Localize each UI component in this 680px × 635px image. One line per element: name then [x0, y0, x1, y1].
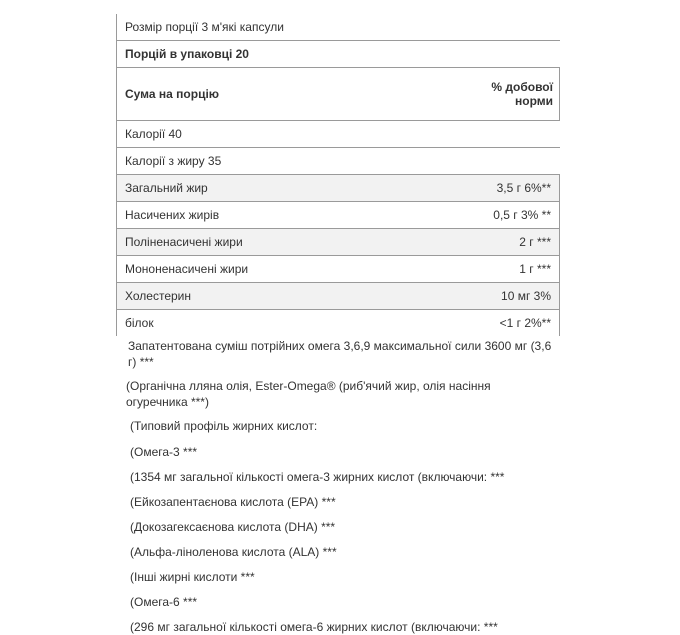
nutrient-name: білок [117, 310, 447, 337]
serving-size: Розмір порції 3 м'які капсули [117, 14, 560, 41]
note-omega-blend: Запатентована суміш потрійних омега 3,6,9 максимальної сили 3600 мг (3,6 г) *** [128, 339, 552, 369]
nutrient-row [117, 202, 560, 229]
servings-per-container-row [117, 41, 560, 68]
nutrient-row [117, 175, 560, 202]
nutrient-row [117, 283, 560, 310]
nutrient-row [117, 148, 560, 175]
nutrient-name: Калорії з жиру 35 [117, 148, 560, 175]
serving-size-row [117, 14, 560, 41]
nutrient-name: Калорії 40 [117, 121, 560, 148]
note-omega-6-total: (296 мг загальної кількості омега-6 жирних кислот (включаючи: *** [130, 620, 498, 634]
supplement-facts [116, 14, 559, 634]
servings-per-container: Порцій в упаковці 20 [117, 41, 560, 68]
nutrient-name: Холестерин [117, 283, 447, 310]
note-epa: (Ейкозапентаєнова кислота (EPA) *** [130, 495, 336, 509]
nutrient-value: 2 г *** [447, 229, 560, 256]
nutrient-name: Мононенасичені жири [117, 256, 447, 283]
note-other-fatty-acids: (Інші жирні кислоти *** [130, 570, 255, 584]
nutrient-row [117, 256, 560, 283]
note-dha: (Докозагексаєнова кислота (DHA) *** [130, 520, 336, 534]
nutrient-row [117, 310, 560, 337]
nutrient-value: 0,5 г 3% ** [447, 202, 560, 229]
nutrient-name: Загальний жир [117, 175, 447, 202]
nutrient-name: Поліненасичені жири [117, 229, 447, 256]
nutrient-value: 3,5 г 6%** [447, 175, 560, 202]
note-ala: (Альфа-ліноленова кислота (ALA) *** [130, 545, 337, 559]
nutrient-row [117, 121, 560, 148]
note-omega-3: (Омега-3 *** [130, 445, 198, 459]
nutrient-value: 10 мг 3% [447, 283, 560, 310]
nutrient-name: Насичених жирів [117, 202, 447, 229]
note-omega-6: (Омега-6 *** [130, 595, 198, 609]
note-fatty-acid-profile: (Типовий профіль жирних кислот: [130, 419, 318, 433]
nutrient-value: <1 г 2%** [447, 310, 560, 337]
nutrient-row [117, 229, 560, 256]
header-row [117, 68, 560, 121]
nutrient-value: 1 г *** [447, 256, 560, 283]
supplement-facts-table [116, 14, 560, 336]
note-omega-3-total: (1354 мг загальної кількості омега-3 жирних кислот (включаючи: *** [130, 470, 505, 484]
note-oils: (Органічна лляна олія, Ester-Omega® (риб'ячий жир, олія насіння огуречника ***) [126, 379, 491, 409]
daily-value-label: % добової норми [447, 68, 560, 121]
amount-per-serving-label: Сума на порцію [117, 68, 447, 121]
